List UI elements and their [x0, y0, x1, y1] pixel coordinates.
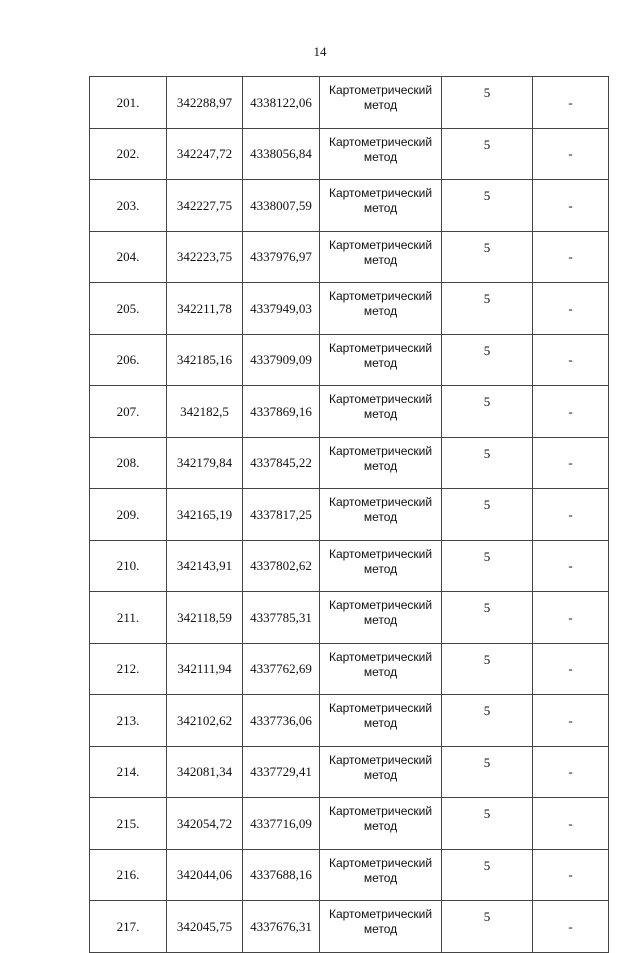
method-line-1: Картометрический	[328, 289, 433, 303]
point-number-cell: 210.	[90, 540, 167, 592]
note-cell: -	[533, 592, 609, 644]
table-row	[90, 180, 609, 232]
method-line-2: метод	[363, 870, 398, 885]
method-line-1: Картометрический	[328, 495, 433, 509]
table-row	[90, 901, 609, 953]
accuracy-cell: 5	[442, 901, 533, 953]
y-coordinate-cell: 4337716,09	[243, 798, 320, 850]
table-row	[90, 489, 609, 541]
method-cell	[320, 849, 442, 901]
table-row	[90, 334, 609, 386]
method-line-2: метод	[363, 819, 398, 833]
method-cell	[320, 283, 442, 335]
note-cell: -	[533, 128, 609, 180]
note-cell: -	[533, 901, 609, 953]
y-coordinate-cell: 4337909,09	[243, 334, 320, 386]
point-number-cell: 212.	[90, 643, 167, 695]
method-line-1: Картометрический	[328, 701, 433, 715]
method-cell	[320, 180, 442, 232]
method-cell	[320, 540, 442, 592]
accuracy-cell: 5	[442, 746, 533, 798]
page-number: 14	[313, 44, 327, 59]
method-cell	[320, 798, 442, 850]
accuracy-cell: 5	[442, 489, 533, 541]
point-number-cell: 204.	[90, 231, 167, 283]
point-number-cell: 201.	[90, 77, 167, 129]
y-coordinate-cell: 4338122,06	[243, 77, 320, 129]
x-coordinate-cell: 342227,75	[167, 180, 243, 232]
x-coordinate-cell: 342185,16	[167, 334, 243, 386]
method-line-1: Картометрический	[328, 134, 433, 149]
table-row	[90, 128, 609, 180]
table-row	[90, 798, 609, 850]
method-cell	[320, 592, 442, 644]
y-coordinate-cell: 4337845,22	[243, 437, 320, 489]
point-number-cell: 216.	[90, 849, 167, 901]
method-cell	[320, 643, 442, 695]
point-number-cell: 207.	[90, 386, 167, 438]
note-cell: -	[533, 540, 609, 592]
y-coordinate-cell: 4338056,84	[243, 128, 320, 180]
accuracy-cell: 5	[442, 695, 533, 747]
accuracy-cell: 5	[442, 643, 533, 695]
note-cell: -	[533, 231, 609, 283]
note-cell: -	[533, 798, 609, 850]
x-coordinate-cell: 342081,34	[167, 746, 243, 798]
method-line-1: Картометрический	[328, 855, 433, 870]
point-number-cell: 205.	[90, 283, 167, 335]
table-row	[90, 592, 609, 644]
y-coordinate-cell: 4337736,06	[243, 695, 320, 747]
point-number-cell: 217.	[90, 901, 167, 953]
note-cell: -	[533, 180, 609, 232]
coordinates-table	[89, 76, 609, 953]
method-line-1: Картометрический	[328, 392, 433, 406]
method-cell	[320, 437, 442, 489]
method-line-1: Картометрический	[328, 649, 433, 664]
note-cell: -	[533, 489, 609, 541]
method-line-2: метод	[363, 767, 398, 782]
accuracy-cell: 5	[442, 386, 533, 438]
note-cell: -	[533, 334, 609, 386]
table-row	[90, 283, 609, 335]
x-coordinate-cell: 342288,97	[167, 77, 243, 129]
y-coordinate-cell: 4337785,31	[243, 592, 320, 644]
method-line-1: Картометрический	[328, 186, 433, 200]
accuracy-cell: 5	[442, 540, 533, 592]
point-number-cell: 209.	[90, 489, 167, 541]
accuracy-cell: 5	[442, 128, 533, 180]
point-number-cell: 215.	[90, 798, 167, 850]
coordinates-table-body	[90, 77, 609, 953]
y-coordinate-cell: 4337802,62	[243, 540, 320, 592]
note-cell: -	[533, 283, 609, 335]
method-line-2: метод	[363, 510, 398, 524]
accuracy-cell: 5	[442, 334, 533, 386]
x-coordinate-cell: 342118,59	[167, 592, 243, 644]
method-cell	[320, 128, 442, 180]
method-line-2: метод	[363, 716, 398, 730]
x-coordinate-cell: 342165,19	[167, 489, 243, 541]
point-number-cell: 206.	[90, 334, 167, 386]
method-line-2: метод	[363, 458, 398, 473]
y-coordinate-cell: 4338007,59	[243, 180, 320, 232]
y-coordinate-cell: 4337688,16	[243, 849, 320, 901]
note-cell: -	[533, 695, 609, 747]
method-cell	[320, 386, 442, 438]
table-row	[90, 540, 609, 592]
y-coordinate-cell: 4337869,16	[243, 386, 320, 438]
table-row	[90, 643, 609, 695]
method-line-1: Картометрический	[328, 804, 433, 818]
point-number-cell: 214.	[90, 746, 167, 798]
method-line-2: метод	[363, 149, 398, 164]
note-cell: -	[533, 849, 609, 901]
note-cell: -	[533, 386, 609, 438]
method-cell	[320, 77, 442, 129]
method-line-2: метод	[363, 922, 398, 936]
note-cell: -	[533, 77, 609, 129]
method-line-2: метод	[363, 613, 398, 627]
accuracy-cell: 5	[442, 849, 533, 901]
x-coordinate-cell: 342054,72	[167, 798, 243, 850]
point-number-cell: 202.	[90, 128, 167, 180]
point-number-cell: 203.	[90, 180, 167, 232]
table-row	[90, 77, 609, 129]
accuracy-cell: 5	[442, 77, 533, 129]
point-number-cell: 211.	[90, 592, 167, 644]
table-row	[90, 437, 609, 489]
method-line-1: Картометрический	[328, 443, 433, 458]
x-coordinate-cell: 342223,75	[167, 231, 243, 283]
method-cell	[320, 489, 442, 541]
accuracy-cell: 5	[442, 798, 533, 850]
note-cell: -	[533, 437, 609, 489]
point-number-cell: 213.	[90, 695, 167, 747]
method-line-2: метод	[363, 98, 398, 112]
method-line-2: метод	[363, 252, 398, 267]
y-coordinate-cell: 4337729,41	[243, 746, 320, 798]
method-line-1: Картометрический	[328, 340, 433, 355]
x-coordinate-cell: 342179,84	[167, 437, 243, 489]
table-row	[90, 695, 609, 747]
method-line-2: метод	[363, 304, 398, 318]
y-coordinate-cell: 4337976,97	[243, 231, 320, 283]
method-line-2: метод	[363, 201, 398, 215]
method-line-2: метод	[363, 561, 398, 576]
x-coordinate-cell: 342143,91	[167, 540, 243, 592]
method-line-1: Картометрический	[328, 752, 433, 767]
method-line-1: Картометрический	[328, 598, 433, 612]
table-row	[90, 849, 609, 901]
table-row	[90, 386, 609, 438]
point-number-cell: 208.	[90, 437, 167, 489]
method-line-1: Картометрический	[328, 546, 433, 561]
x-coordinate-cell: 342102,62	[167, 695, 243, 747]
y-coordinate-cell: 4337817,25	[243, 489, 320, 541]
accuracy-cell: 5	[442, 231, 533, 283]
y-coordinate-cell: 4337676,31	[243, 901, 320, 953]
x-coordinate-cell: 342111,94	[167, 643, 243, 695]
note-cell: -	[533, 643, 609, 695]
accuracy-cell: 5	[442, 437, 533, 489]
table-row	[90, 231, 609, 283]
table-row	[90, 746, 609, 798]
x-coordinate-cell: 342211,78	[167, 283, 243, 335]
method-cell	[320, 334, 442, 386]
method-line-1: Картометрический	[328, 237, 433, 252]
x-coordinate-cell: 342247,72	[167, 128, 243, 180]
y-coordinate-cell: 4337949,03	[243, 283, 320, 335]
accuracy-cell: 5	[442, 180, 533, 232]
method-cell	[320, 901, 442, 953]
accuracy-cell: 5	[442, 592, 533, 644]
x-coordinate-cell: 342044,06	[167, 849, 243, 901]
x-coordinate-cell: 342045,75	[167, 901, 243, 953]
x-coordinate-cell: 342182,5	[167, 386, 243, 438]
method-cell	[320, 231, 442, 283]
y-coordinate-cell: 4337762,69	[243, 643, 320, 695]
method-line-1: Картометрический	[328, 907, 433, 921]
method-cell	[320, 695, 442, 747]
method-line-1: Картометрический	[328, 83, 433, 97]
method-line-2: метод	[363, 664, 398, 679]
method-cell	[320, 746, 442, 798]
accuracy-cell: 5	[442, 283, 533, 335]
method-line-2: метод	[363, 355, 398, 370]
method-line-2: метод	[363, 407, 398, 421]
note-cell: -	[533, 746, 609, 798]
